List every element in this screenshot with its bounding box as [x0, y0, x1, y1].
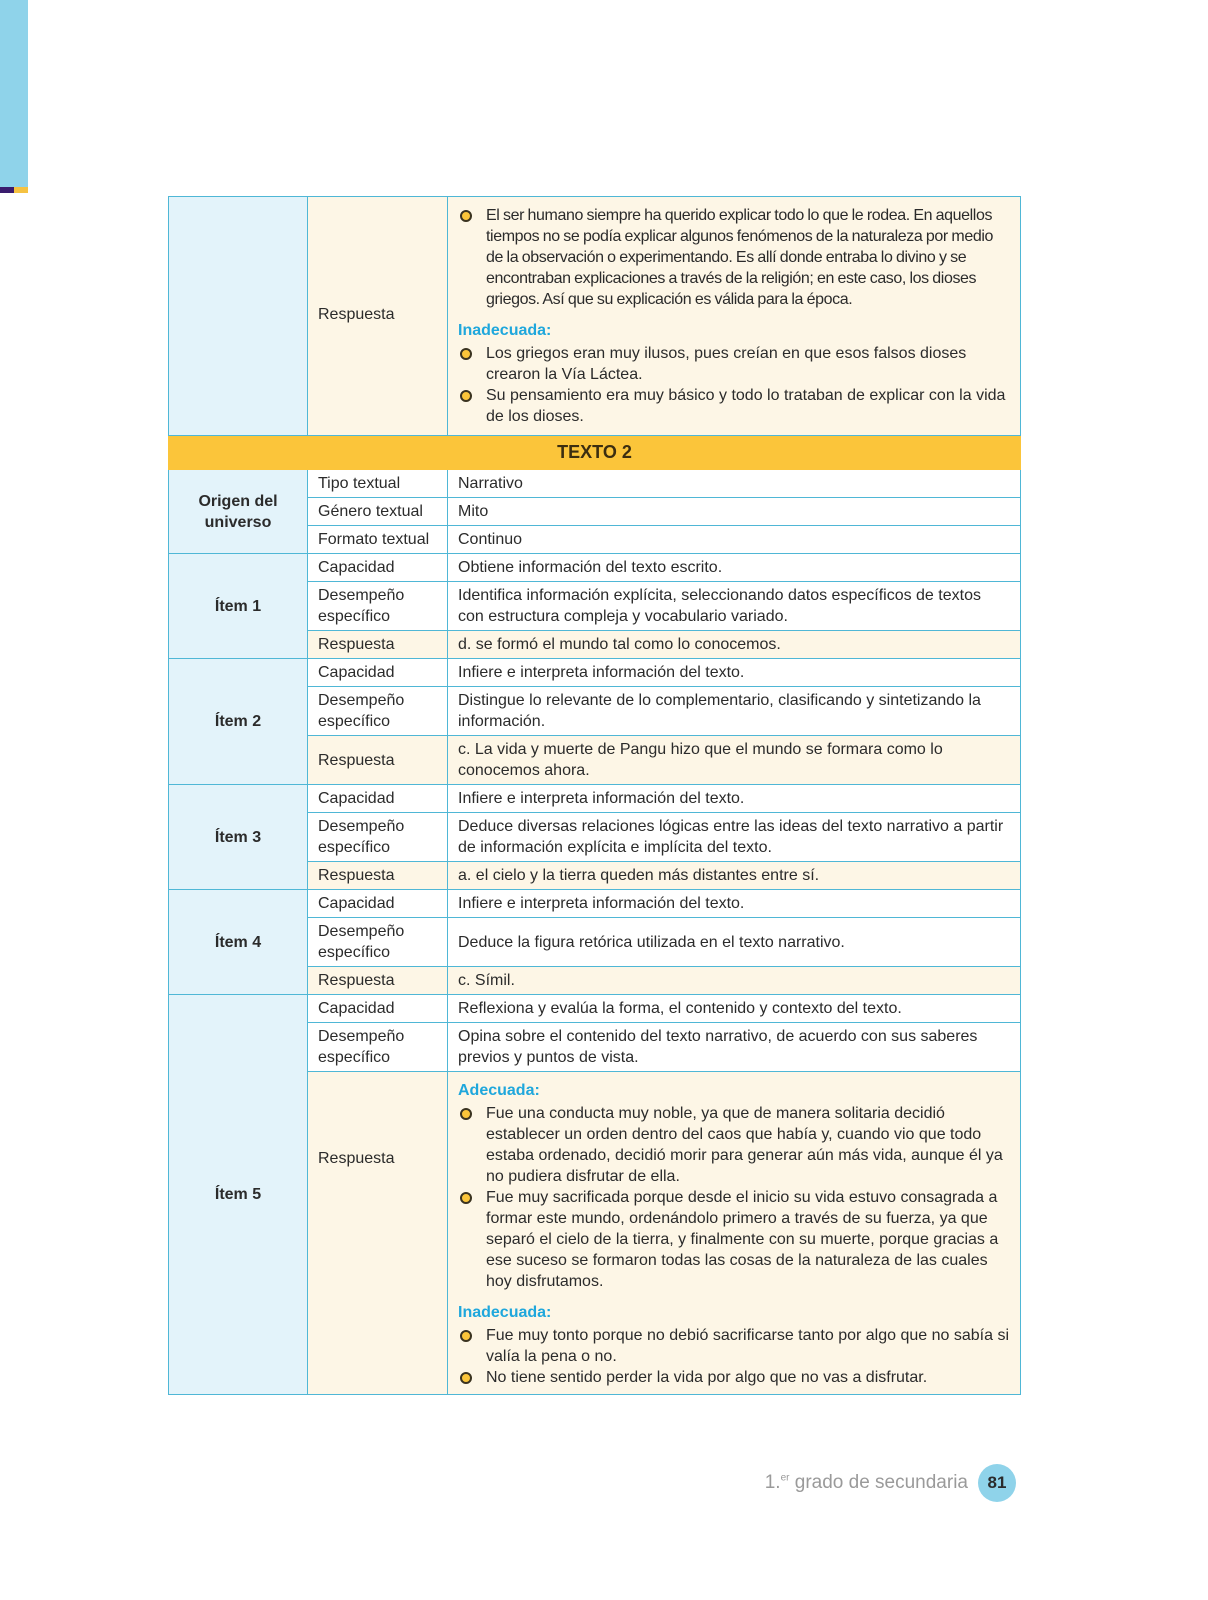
row-value: c. Símil.	[448, 967, 1021, 995]
section-banner: TEXTO 2	[169, 436, 1021, 470]
row-label: Respuesta	[308, 197, 448, 436]
row-label: Respuesta	[308, 967, 448, 995]
row-value: Infiere e interpreta información del texto.	[448, 785, 1021, 813]
item-title: Ítem 4	[169, 890, 308, 995]
row-value: Deduce diversas relaciones lógicas entre las ideas del texto narrativo a partir de información explícita e implícita del texto.	[448, 813, 1021, 862]
page-footer	[765, 1464, 1016, 1502]
row-value: Deduce la figura retórica utilizada en el texto narrativo.	[448, 918, 1021, 967]
evaluation-table	[168, 196, 1021, 1395]
bullet-list	[458, 205, 1010, 310]
row-value: c. La vida y muerte de Pangu hizo que el mundo se formara como lo conocemos ahora.	[448, 736, 1021, 785]
list-item: No tiene sentido perder la vida por algo que no vas a disfrutar.	[458, 1367, 1010, 1388]
row-label: Respuesta	[308, 631, 448, 659]
row-label: Tipo textual	[308, 470, 448, 498]
grade-label: 1.$^{er}$ grado de secundaria	[764, 1472, 968, 1493]
table-row	[169, 785, 1021, 813]
list-item: Fue muy sacrificada porque desde el inicio su vida estuvo consagrada a formar este mundo, ordenándolo primero a través de su fuerza, ya que separó el cielo de la tierra, y finalmente con su muerte, porque gracias a ese suceso se formaron todas las cosas de la naturaleza de las cuales hoy disfrutamos.	[458, 1187, 1010, 1292]
row-label: Desempeño específico	[308, 1023, 448, 1072]
row-label: Capacidad	[308, 785, 448, 813]
table-row	[169, 995, 1021, 1023]
origin-title: Origen del universo	[169, 470, 308, 554]
row-label: Capacidad	[308, 995, 448, 1023]
row-value: Obtiene información del texto escrito.	[448, 554, 1021, 582]
item-title: Ítem 1	[169, 554, 308, 659]
row-value: Infiere e interpreta información del texto.	[448, 890, 1021, 918]
row-label: Respuesta	[308, 736, 448, 785]
row-label: Desempeño específico	[308, 813, 448, 862]
bullet-icon	[460, 1372, 472, 1384]
row-label: Desempeño específico	[308, 687, 448, 736]
side-band-yellow-strip	[14, 187, 28, 193]
side-band-purple-strip	[0, 187, 14, 193]
item-title: Ítem 5	[169, 995, 308, 1395]
bullet-icon	[460, 1330, 472, 1342]
table-row-top-response	[169, 197, 1021, 436]
bullet-icon	[460, 1192, 472, 1204]
list-item: El ser humano siempre ha querido explicar todo lo que le rodea. En aquellos tiempos no se podía explicar algunos fenómenos de la naturaleza por medio de la observación o experimentando. Es allí donde entraba lo divino y se encontraban explicaciones a través de la religión; en este caso, los dioses griegos. Así que su explicación es válida para la época.	[458, 205, 1010, 310]
inadequate-heading: Inadecuada:	[458, 1304, 552, 1321]
row-label: Género textual	[308, 498, 448, 526]
table-row	[169, 554, 1021, 582]
row-label: Desempeño específico	[308, 918, 448, 967]
row-value: Distingue lo relevante de lo complementario, clasificando y sintetizando la información.	[448, 687, 1021, 736]
response-cell	[448, 197, 1021, 436]
row-label: Capacidad	[308, 554, 448, 582]
list-item: Fue una conducta muy noble, ya que de manera solitaria decidió establecer un orden dentro del caos que había y, cuando vio que todo estaba ordenado, decidió morir para generar aún más vida, aunque él ya no pudiera disfrutar de ella.	[458, 1103, 1010, 1187]
side-color-band	[0, 0, 28, 187]
row-value: Identifica información explícita, seleccionando datos específicos de textos con estructura compleja y vocabulario variado.	[448, 582, 1021, 631]
row-label: Respuesta	[308, 1072, 448, 1395]
row-label: Capacidad	[308, 659, 448, 687]
item-cell-continued	[169, 197, 308, 436]
bullet-icon	[460, 390, 472, 402]
table-row	[169, 470, 1021, 498]
row-value: a. el cielo y la tierra queden más distantes entre sí.	[448, 862, 1021, 890]
adequate-heading: Adecuada:	[458, 1082, 540, 1099]
row-label: Formato textual	[308, 526, 448, 554]
list-item: Los griegos eran muy ilusos, pues creían en que esos falsos dioses crearon la Vía Láctea.	[458, 343, 1010, 385]
inadequate-heading: Inadecuada:	[458, 322, 552, 339]
list-item: Fue muy tonto porque no debió sacrificarse tanto por algo que no sabía si valía la pena o no.	[458, 1325, 1010, 1367]
row-label: Respuesta	[308, 862, 448, 890]
item-title: Ítem 3	[169, 785, 308, 890]
row-value: Infiere e interpreta información del texto.	[448, 659, 1021, 687]
row-value: Mito	[448, 498, 1021, 526]
bullet-icon	[460, 348, 472, 360]
bullet-list	[458, 1325, 1010, 1388]
table-row	[169, 659, 1021, 687]
bullet-icon	[460, 210, 472, 222]
row-value: Narrativo	[448, 470, 1021, 498]
bullet-list	[458, 1103, 1010, 1292]
row-value: d. se formó el mundo tal como lo conocemos.	[448, 631, 1021, 659]
bullet-icon	[460, 1108, 472, 1120]
row-label: Capacidad	[308, 890, 448, 918]
response-cell	[448, 1072, 1021, 1395]
table-row	[169, 890, 1021, 918]
row-value: Continuo	[448, 526, 1021, 554]
section-banner-row	[169, 436, 1021, 470]
list-item: Su pensamiento era muy básico y todo lo trataban de explicar con la vida de los dioses.	[458, 385, 1010, 427]
bullet-list	[458, 343, 1010, 427]
page-number: 81	[978, 1464, 1016, 1502]
row-label: Desempeño específico	[308, 582, 448, 631]
row-value: Reflexiona y evalúa la forma, el contenido y contexto del texto.	[448, 995, 1021, 1023]
row-value: Opina sobre el contenido del texto narrativo, de acuerdo con sus saberes previos y puntos de vista.	[448, 1023, 1021, 1072]
item-title: Ítem 2	[169, 659, 308, 785]
